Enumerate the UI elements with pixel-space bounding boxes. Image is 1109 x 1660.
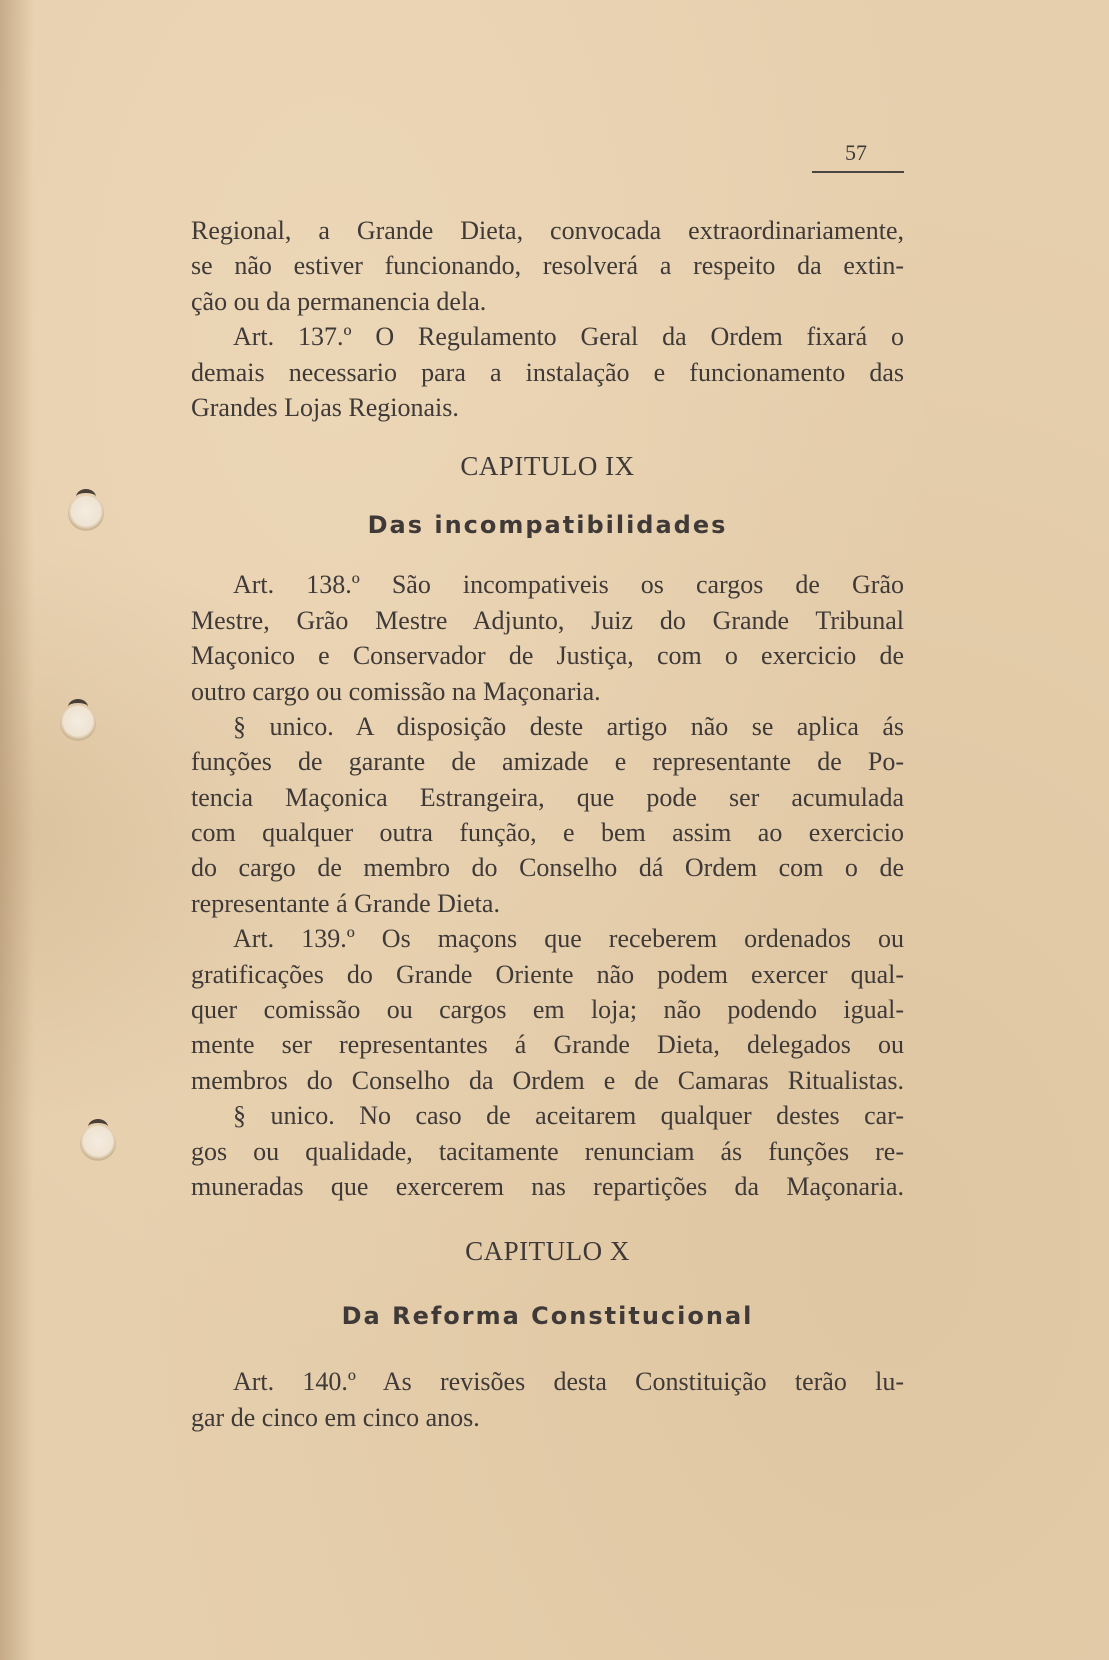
page-number-rule <box>812 171 904 173</box>
text-line: § unico. A disposição deste artigo não se aplica ás <box>233 711 904 741</box>
text-line: demais necessario para a instalação e funcionamento das <box>191 357 904 387</box>
chapter-heading: CAPITULO IX <box>460 451 635 482</box>
binding-shadow <box>0 0 34 1660</box>
text-line: ção ou da permanencia dela. <box>191 286 487 316</box>
text-line: gratificações do Grande Oriente não podem exercer qual- <box>191 959 904 989</box>
text-line: membros do Conselho da Ordem e de Camaras Ritualistas. <box>191 1065 904 1095</box>
punch-hole-bottom <box>80 1125 116 1161</box>
text-line: Maçonico e Conservador de Justiça, com o exercicio de <box>191 641 904 671</box>
text-line: representante á Grande Dieta. <box>191 888 500 918</box>
text-line: Regional, a Grande Dieta, convocada extraordinariamente, <box>191 216 904 245</box>
chapter-title: Das incompatibilidades <box>367 511 728 540</box>
text-line: Art. 139.º Os maçons que receberem ordenados ou <box>233 924 904 954</box>
text-line: muneradas que exercerem nas repartições da Maçonaria. <box>191 1171 904 1201</box>
text-line: gar de cinco em cinco anos. <box>191 1402 480 1432</box>
text-line: § unico. No caso de aceitarem qualquer destes car- <box>233 1101 904 1131</box>
punch-hole-top <box>68 495 104 531</box>
text-line: Art. 137.º O Regulamento Geral da Ordem fixará o <box>233 322 904 352</box>
text-line: Mestre, Grão Mestre Adjunto, Juiz do Grande Tribunal <box>191 605 904 635</box>
page-number: 57 <box>845 140 867 165</box>
text-line: Art. 140.º As revisões desta Constituição terão lu- <box>233 1367 904 1397</box>
text-line: funções de garante de amizade e representante de Po- <box>191 747 904 777</box>
text-line: com qualquer outra função, e bem assim ao exercicio <box>191 818 904 848</box>
text-line: Grandes Lojas Regionais. <box>191 392 459 422</box>
text-line: gos ou qualidade, tacitamente renunciam ás funções re- <box>191 1136 904 1166</box>
body-text <box>191 213 904 1435</box>
text-line: mente ser representantes á Grande Dieta, delegados ou <box>191 1030 904 1060</box>
text-line: tencia Maçonica Estrangeira, que pode ser acumulada <box>191 782 904 812</box>
chapter-heading: CAPITULO X <box>465 1236 630 1267</box>
text-line: se não estiver funcionando, resolverá a respeito da extin- <box>191 251 904 281</box>
chapter-title: Da Reforma Constitucional <box>341 1302 754 1331</box>
punch-hole-middle <box>60 705 96 741</box>
text-line: do cargo de membro do Conselho dá Ordem com o de <box>191 853 904 883</box>
text-line: quer comissão ou cargos em loja; não podendo igual- <box>191 995 904 1025</box>
text-line: outro cargo ou comissão na Maçonaria. <box>191 676 601 706</box>
text-line: Art. 138.º São incompativeis os cargos de Grão <box>233 570 904 600</box>
